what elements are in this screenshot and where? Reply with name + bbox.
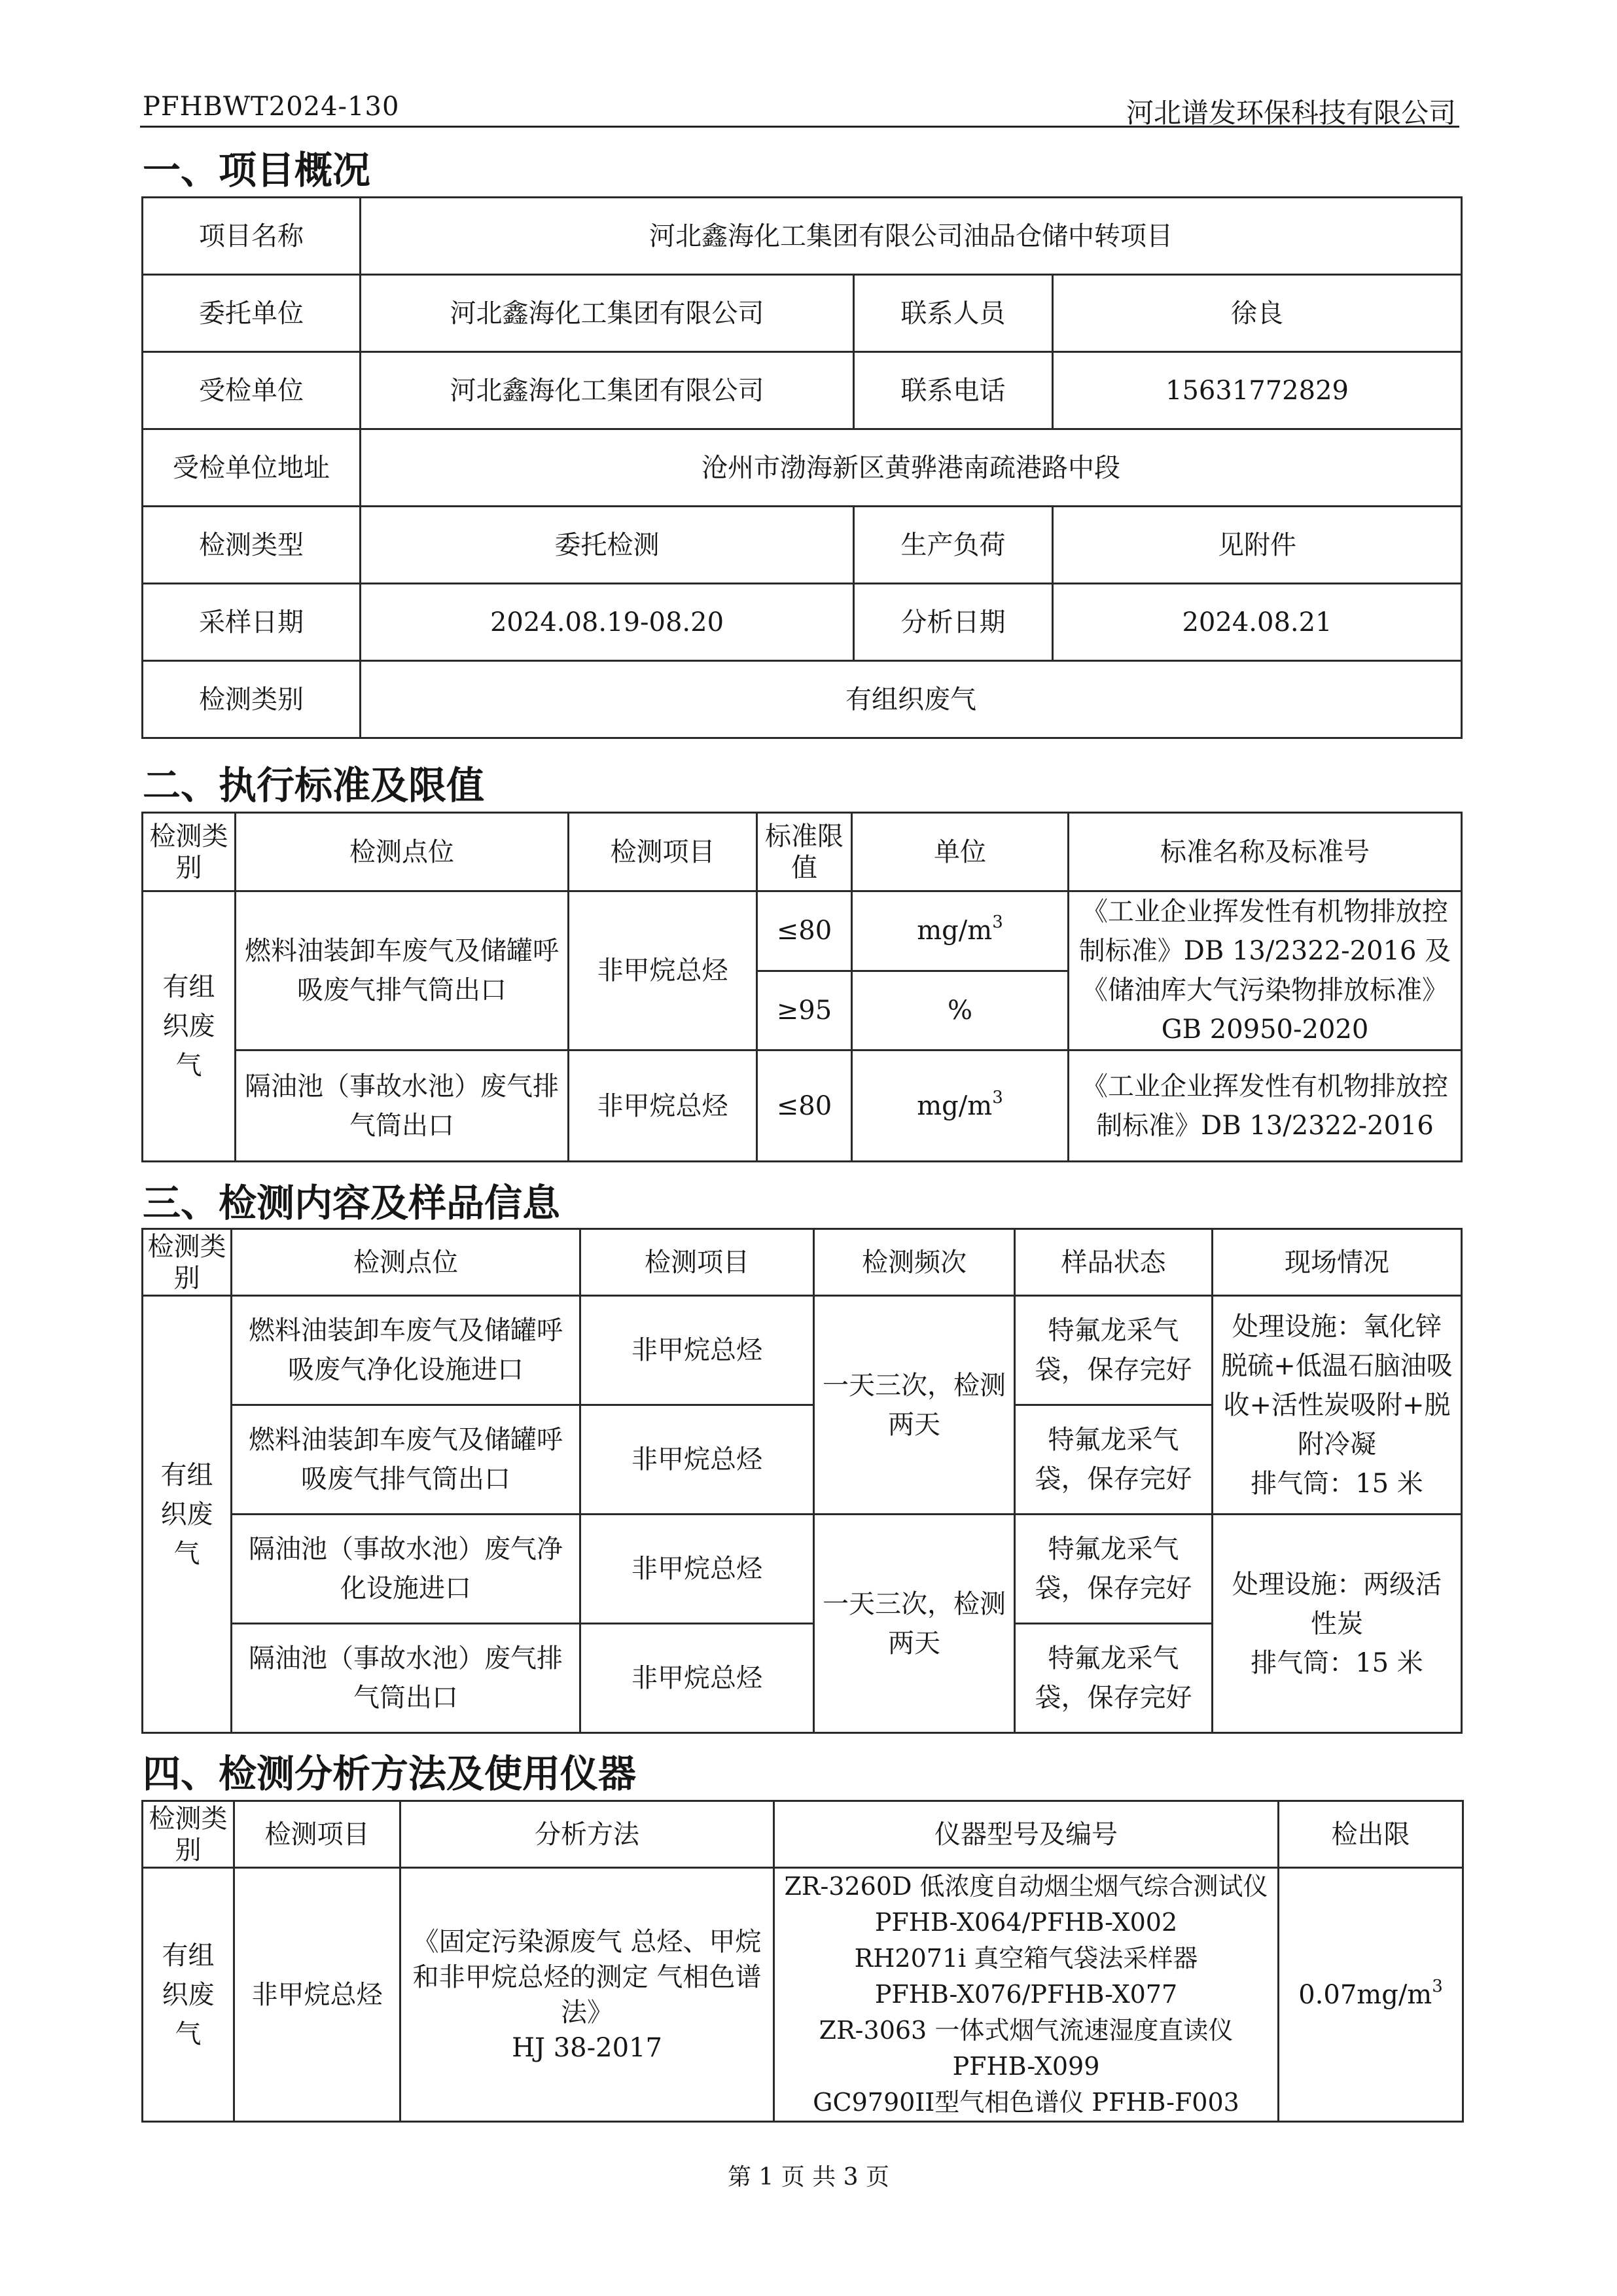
content-header-frequency: 检测频次 bbox=[814, 1229, 1015, 1296]
standards-table bbox=[141, 812, 1463, 1162]
section-title-standards: 二、执行标准及限值 bbox=[143, 763, 485, 808]
std-header-category: 检测类别 bbox=[143, 813, 236, 891]
table-row bbox=[143, 813, 1462, 891]
company-name: 河北谱发环保科技有限公司 bbox=[1126, 97, 1456, 129]
std-limit-2: ≤80 bbox=[757, 1050, 852, 1162]
content-item-2: 非甲烷总烃 bbox=[580, 1405, 814, 1515]
project-name: 河北鑫海化工集团有限公司油品仓储中转项目 bbox=[361, 198, 1462, 275]
phone-label: 联系电话 bbox=[854, 352, 1053, 429]
client-label: 委托单位 bbox=[143, 275, 361, 352]
std-standard-1: 《工业企业挥发性有机物排放控制标准》DB 13/2322-2016 及《储油库大气污染物排放标准》GB 20950-2020 bbox=[1069, 891, 1462, 1050]
std-header-point: 检测点位 bbox=[236, 813, 569, 891]
unit-superscript: 3 bbox=[992, 912, 1003, 933]
std-unit-1a bbox=[852, 891, 1069, 971]
category-value: 有组织废气 bbox=[361, 661, 1462, 738]
instrument-line: GC9790II型气相色谱仪 PFHB-F003 bbox=[813, 2088, 1239, 2117]
std-limit-1b: ≥95 bbox=[757, 971, 852, 1050]
detection-limit-text: 0.07mg/m bbox=[1298, 1979, 1432, 2010]
phone-value: 15631772829 bbox=[1053, 352, 1462, 429]
method-code: HJ 38-2017 bbox=[512, 2032, 662, 2063]
table-row bbox=[143, 275, 1462, 352]
section-title-content: 三、检测内容及样品信息 bbox=[143, 1181, 561, 1225]
content-item-1: 非甲烷总烃 bbox=[580, 1296, 814, 1405]
content-item-4: 非甲烷总烃 bbox=[580, 1624, 814, 1733]
method-header-method: 分析方法 bbox=[400, 1801, 774, 1868]
project-name-label: 项目名称 bbox=[143, 198, 361, 275]
std-limit-1a: ≤80 bbox=[757, 891, 852, 971]
content-state-1: 特氟龙采气袋，保存完好 bbox=[1015, 1296, 1213, 1405]
table-row bbox=[143, 1868, 1463, 2122]
content-header-state: 样品状态 bbox=[1015, 1229, 1213, 1296]
table-row bbox=[143, 1801, 1463, 1868]
content-header-site: 现场情况 bbox=[1213, 1229, 1462, 1296]
content-state-4: 特氟龙采气袋，保存完好 bbox=[1015, 1624, 1213, 1733]
method-category: 有组织废气 bbox=[143, 1868, 234, 2122]
type-value: 委托检测 bbox=[361, 507, 854, 584]
analysis-label: 分析日期 bbox=[854, 584, 1053, 661]
content-state-3: 特氟龙采气袋，保存完好 bbox=[1015, 1515, 1213, 1624]
load-value: 见附件 bbox=[1053, 507, 1462, 584]
header-divider bbox=[140, 126, 1459, 128]
table-row bbox=[143, 429, 1462, 507]
unit-superscript: 3 bbox=[992, 1087, 1003, 1107]
load-label: 生产负荷 bbox=[854, 507, 1053, 584]
category-label: 检测类别 bbox=[143, 661, 361, 738]
report-number: PFHBWT2024-130 bbox=[143, 92, 400, 122]
method-header-limit: 检出限 bbox=[1279, 1801, 1463, 1868]
content-point-1: 燃料油装卸车废气及储罐呼吸废气净化设施进口 bbox=[232, 1296, 580, 1405]
instrument-line: ZR-3260D 低浓度自动烟尘烟气综合测试仪 PFHB-X064/PFHB-X002 bbox=[784, 1872, 1268, 1937]
methods-table bbox=[141, 1800, 1464, 2123]
table-row bbox=[143, 661, 1462, 738]
overview-table bbox=[141, 196, 1463, 739]
method-name bbox=[400, 1868, 774, 2122]
site-facility: 处理设施：氧化锌脱硫+低温石脑油吸收+活性炭吸附+脱附冷凝 bbox=[1221, 1311, 1453, 1460]
site-stack-height: 排气筒：15 米 bbox=[1251, 1647, 1423, 1678]
table-row bbox=[143, 891, 1462, 971]
site-stack-height: 排气筒：15 米 bbox=[1251, 1468, 1423, 1499]
content-header-category: 检测类别 bbox=[143, 1229, 232, 1296]
content-frequency-2: 一天三次，检测两天 bbox=[814, 1515, 1015, 1733]
std-header-limit: 标准限值 bbox=[757, 813, 852, 891]
address-label: 受检单位地址 bbox=[143, 429, 361, 507]
std-unit-1b: % bbox=[852, 971, 1069, 1050]
std-point-1: 燃料油装卸车废气及储罐呼吸废气排气筒出口 bbox=[236, 891, 569, 1050]
std-item-2: 非甲烷总烃 bbox=[569, 1050, 757, 1162]
table-row bbox=[143, 1050, 1462, 1162]
content-frequency-1: 一天三次，检测两天 bbox=[814, 1296, 1015, 1515]
type-label: 检测类型 bbox=[143, 507, 361, 584]
method-title: 《固定污染源废气 总烃、甲烷和非甲烷总烃的测定 气相色谱法》 bbox=[412, 1926, 762, 2028]
content-point-4: 隔油池（事故水池）废气排气筒出口 bbox=[232, 1624, 580, 1733]
content-item-3: 非甲烷总烃 bbox=[580, 1515, 814, 1624]
method-header-item: 检测项目 bbox=[234, 1801, 400, 1868]
content-header-item: 检测项目 bbox=[580, 1229, 814, 1296]
address-value: 沧州市渤海新区黄骅港南疏港路中段 bbox=[361, 429, 1462, 507]
contact-label: 联系人员 bbox=[854, 275, 1053, 352]
section-title-methods: 四、检测分析方法及使用仪器 bbox=[143, 1751, 637, 1796]
content-category: 有组织废气 bbox=[143, 1296, 232, 1733]
section-title-overview: 一、项目概况 bbox=[143, 148, 371, 192]
page-number: 第 1 页 共 3 页 bbox=[727, 2164, 890, 2191]
sampling-value: 2024.08.19-08.20 bbox=[361, 584, 854, 661]
detection-limit bbox=[1279, 1868, 1463, 2122]
table-row bbox=[143, 198, 1462, 275]
unit-text: mg/m bbox=[917, 1090, 993, 1121]
content-site-2 bbox=[1213, 1515, 1462, 1733]
instrument-line: PFHB-X076/PFHB-X077 bbox=[874, 1980, 1178, 2009]
content-site-1 bbox=[1213, 1296, 1462, 1515]
std-category: 有组织废气 bbox=[143, 891, 236, 1162]
unit-text: mg/m bbox=[917, 916, 993, 946]
instrument-line: PFHB-X099 bbox=[952, 2052, 1100, 2081]
table-row bbox=[143, 507, 1462, 584]
table-row bbox=[143, 1296, 1462, 1405]
table-row bbox=[143, 1229, 1462, 1296]
instrument-line: ZR-3063 一体式烟气流速湿度直读仪 bbox=[819, 2016, 1234, 2045]
table-row bbox=[143, 584, 1462, 661]
content-state-2: 特氟龙采气袋，保存完好 bbox=[1015, 1405, 1213, 1515]
contact-value: 徐良 bbox=[1053, 275, 1462, 352]
unit-superscript: 3 bbox=[1432, 1976, 1443, 1996]
instrument-list bbox=[774, 1868, 1279, 2122]
method-item: 非甲烷总烃 bbox=[234, 1868, 400, 2122]
std-point-2: 隔油池（事故水池）废气排气筒出口 bbox=[236, 1050, 569, 1162]
content-point-2: 燃料油装卸车废气及储罐呼吸废气排气筒出口 bbox=[232, 1405, 580, 1515]
analysis-value: 2024.08.21 bbox=[1053, 584, 1462, 661]
std-unit-2 bbox=[852, 1050, 1069, 1162]
method-header-instrument: 仪器型号及编号 bbox=[774, 1801, 1279, 1868]
content-table bbox=[141, 1228, 1463, 1734]
inspected-label: 受检单位 bbox=[143, 352, 361, 429]
table-row bbox=[143, 352, 1462, 429]
instrument-line: RH2071i 真空箱气袋法采样器 bbox=[854, 1944, 1198, 1973]
site-facility: 处理设施：两级活性炭 bbox=[1232, 1569, 1442, 1639]
content-header-point: 检测点位 bbox=[232, 1229, 580, 1296]
table-row bbox=[143, 1515, 1462, 1624]
std-item-1: 非甲烷总烃 bbox=[569, 891, 757, 1050]
std-header-item: 检测项目 bbox=[569, 813, 757, 891]
std-standard-2: 《工业企业挥发性有机物排放控制标准》DB 13/2322-2016 bbox=[1069, 1050, 1462, 1162]
inspected-value: 河北鑫海化工集团有限公司 bbox=[361, 352, 854, 429]
sampling-label: 采样日期 bbox=[143, 584, 361, 661]
std-header-standard: 标准名称及标准号 bbox=[1069, 813, 1462, 891]
std-header-unit: 单位 bbox=[852, 813, 1069, 891]
client-value: 河北鑫海化工集团有限公司 bbox=[361, 275, 854, 352]
method-header-category: 检测类别 bbox=[143, 1801, 234, 1868]
content-point-3: 隔油池（事故水池）废气净化设施进口 bbox=[232, 1515, 580, 1624]
